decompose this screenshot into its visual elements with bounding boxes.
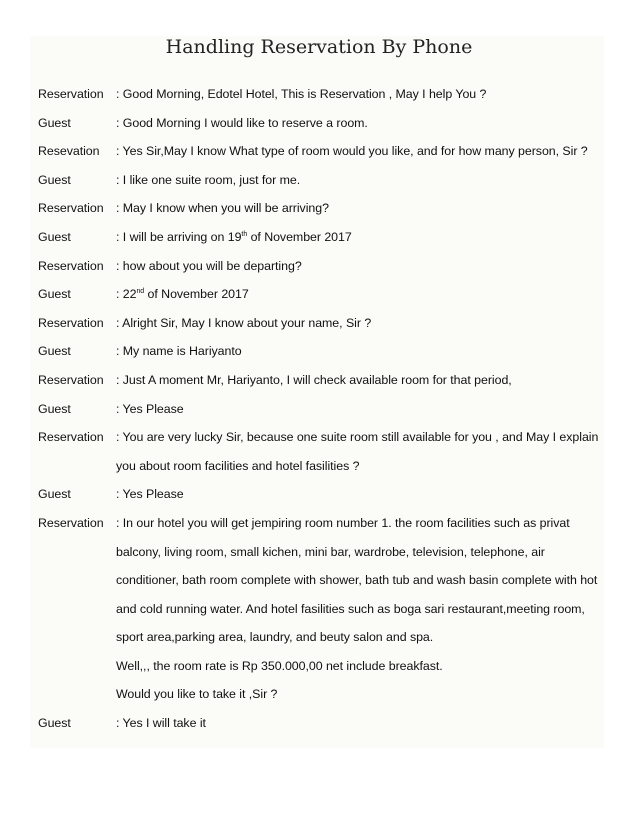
speaker: Reservation xyxy=(38,87,104,101)
speaker: Reservation xyxy=(38,515,104,530)
utterance: : May I know when you will be arriving? xyxy=(116,201,329,216)
utterance: : Good Morning I would like to reserve a room. xyxy=(116,115,368,130)
speaker: Reservation xyxy=(38,315,104,330)
dialogue-line xyxy=(38,480,608,509)
speaker: Reservation xyxy=(38,372,104,387)
utterance: : My name is Hariyanto xyxy=(116,344,242,359)
dialogue-line xyxy=(38,280,608,309)
dialogue-line xyxy=(38,395,608,424)
utterance-continuation: you about room facilities and hotel fasilities ? xyxy=(116,458,360,473)
document-title: Handling Reservation By Phone xyxy=(165,36,473,58)
utterance-continuation: Well,,, the room rate is Rp 350.000,00 net include breakfast. xyxy=(116,658,443,673)
utterance-continuation: Would you like to take it ,Sir ? xyxy=(116,687,278,702)
speaker: Guest xyxy=(38,115,71,130)
utterance: : Good Morning, Edotel Hotel, This is Reservation , May I help You ? xyxy=(116,87,487,101)
utterance-continuation: sport area,parking area, laundry, and beuty salon and spa. xyxy=(116,630,434,645)
utterance-text: : 22 xyxy=(116,287,137,302)
utterance: : Just A moment Mr, Hariyanto, I will check available room for that period, xyxy=(116,372,512,387)
utterance-continuation: conditioner, bath room complete with shower, bath tub and wash basin complete with hot xyxy=(116,573,598,588)
utterance xyxy=(116,223,608,252)
speaker: Guest xyxy=(38,487,71,502)
utterance: : Yes Please xyxy=(116,487,184,502)
utterance: : Alright Sir, May I know about your name, Sir ? xyxy=(116,315,372,330)
dialogue-line xyxy=(38,166,608,195)
dialogue-line xyxy=(38,309,608,338)
dialogue-line xyxy=(38,366,608,395)
utterance xyxy=(116,423,608,480)
dialogue-line xyxy=(38,709,608,738)
utterance: : Yes Please xyxy=(116,401,184,416)
utterance: : I like one suite room, just for me. xyxy=(116,172,301,187)
utterance-continuation: and cold running water. And hotel fasilities such as boga sari restaurant,meeting room, xyxy=(116,601,585,616)
speaker: Reservation xyxy=(38,430,104,445)
ordinal-suffix: th xyxy=(241,230,248,238)
utterance: : how about you will be departing? xyxy=(116,258,302,273)
speaker: Guest xyxy=(38,229,71,244)
dialogue-line xyxy=(38,337,608,366)
speaker: Guest xyxy=(38,287,71,302)
dialogue-line xyxy=(38,223,608,252)
dialogue-line xyxy=(38,137,608,166)
speaker: Resevation xyxy=(38,144,100,159)
speaker: Guest xyxy=(38,344,71,359)
speaker: Guest xyxy=(38,172,71,187)
ordinal-suffix: nd xyxy=(136,288,145,296)
speaker: Guest xyxy=(38,401,71,416)
dialogue-line xyxy=(38,252,608,281)
speaker: Reservation xyxy=(38,258,104,273)
dialogue-line xyxy=(38,194,608,223)
dialogue-line xyxy=(38,109,608,138)
utterance-continuation: balcony, living room, small kichen, mini bar, wardrobe, television, telephone, air xyxy=(116,544,545,559)
utterance-text: of November 2017 xyxy=(144,287,249,302)
dialogue-line xyxy=(38,423,608,480)
utterance xyxy=(116,509,608,709)
utterance: : Yes Sir,May I know What type of room would you like, and for how many person, Sir ? xyxy=(116,144,588,159)
dialogue xyxy=(38,80,608,738)
speaker: Reservation xyxy=(38,201,104,216)
utterance xyxy=(116,280,608,309)
utterance-text: : In our hotel you will get jempiring room number 1. the room facilities such as privat xyxy=(116,515,570,530)
dialogue-line xyxy=(38,80,608,109)
speaker: Guest xyxy=(38,716,71,731)
utterance-text: of November 2017 xyxy=(247,229,352,244)
dialogue-line xyxy=(38,509,608,709)
utterance-text: : I will be arriving on 19 xyxy=(116,229,242,244)
utterance: : Yes I will take it xyxy=(116,716,206,731)
utterance-text: : You are very lucky Sir, because one suite room still available for you , and May I explain xyxy=(116,430,599,445)
